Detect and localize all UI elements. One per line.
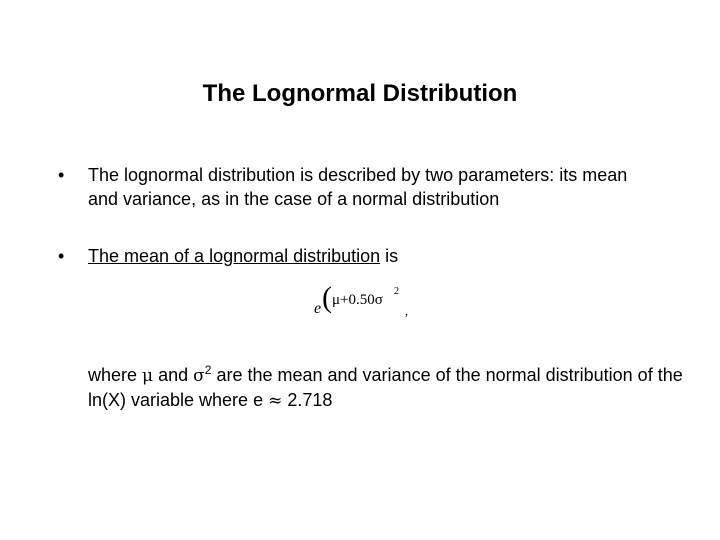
sigma-symbol: σ — [193, 366, 205, 386]
mu-symbol: μ — [142, 366, 154, 386]
bullet-text: The lognormal distribution is described by two parameters: its mean and variance, as in the case of a normal distribution — [88, 165, 628, 209]
formula-base: e — [314, 300, 322, 317]
slide-title: The Lognormal Distribution — [202, 80, 518, 107]
bullet-text-tail: is — [380, 246, 399, 266]
lognormal-mean-formula — [310, 281, 420, 324]
continuation-part: are the mean and variance of the normal distribution of the ln(X) variable where e — [88, 365, 683, 410]
bullet-item — [58, 244, 658, 268]
bullet-text — [88, 244, 658, 268]
underlined-phrase: The mean of a lognormal distribution — [88, 246, 381, 266]
bullet-item — [58, 163, 658, 211]
sigma-exponent: 2 — [204, 363, 212, 377]
continuation-part: where — [88, 365, 143, 385]
bullet-icon: • — [58, 246, 65, 266]
approx-symbol: ≈ — [268, 391, 283, 411]
formula-expression: μ+0.50σ — [332, 292, 383, 308]
continuation-text — [88, 358, 688, 413]
formula-paren: ( — [322, 281, 332, 314]
bullet-icon: • — [58, 165, 65, 185]
continuation-part: and — [153, 365, 194, 385]
formula-exponent: 2 — [394, 286, 399, 297]
formula-trailing: , — [405, 304, 408, 318]
continuation-part: 2.718 — [282, 390, 333, 410]
